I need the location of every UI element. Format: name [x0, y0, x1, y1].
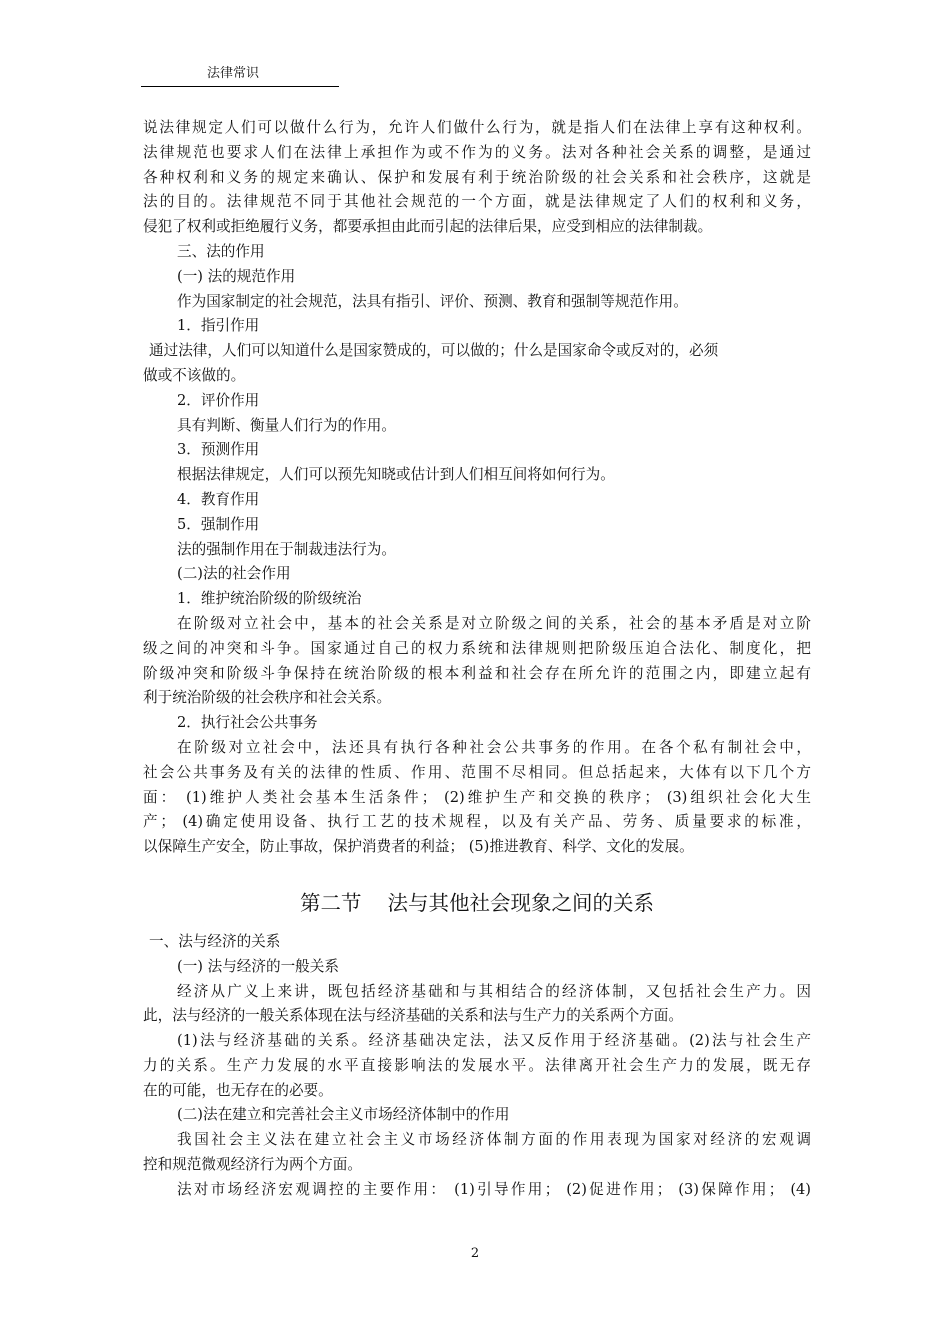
paragraph-line: 法的目的。法律规范不同于其他社会规范的一个方面，就是法律规定了人们的权利和义务，	[143, 193, 811, 211]
market-line: 控和规范微观经济行为两个方面。	[143, 1156, 362, 1174]
heading-function: 三、法的作用	[177, 242, 265, 260]
paragraph-line: 说法律规定人们可以做什么行为，允许人们做什么行为，就是指人们在法律上享有这种权利。	[143, 119, 811, 136]
running-header	[141, 66, 339, 87]
heading-norm: (一) 法的规范作用	[177, 267, 296, 285]
heading-econ: 一、法与经济的关系	[149, 932, 281, 950]
market-line: 我国社会主义法在建立社会主义市场经济体制方面的作用表现为国家对经济的宏观调	[177, 1131, 811, 1149]
section-title: 第二节 法与其他社会现象之间的关系	[299, 890, 655, 915]
page-body	[143, 116, 811, 1203]
base-line: 力的关系。生产力发展的水平直接影响法的发展水平。法律离开社会生产力的发展，既无存	[143, 1056, 811, 1074]
heading-social: (二)法的社会作用	[177, 565, 291, 583]
heading-predict: 3．预测作用	[177, 441, 260, 459]
heading-rule: 1．维护统治阶级的阶级统治	[177, 590, 362, 608]
base-line: (1)法与经济基础的关系。经济基础决定法，法又反作用于经济基础。(2)法与社会生产	[177, 1032, 811, 1050]
page-number: 2	[470, 1246, 480, 1261]
heading-econ-general: (一) 法与经济的一般关系	[177, 957, 339, 975]
force-text: 法的强制作用在于制裁违法行为。	[177, 540, 396, 558]
base-line: 在的可能，也无存在的必要。	[143, 1081, 333, 1099]
rule-line: 阶级冲突和阶级斗争保持在统治阶级的根本利益和社会存在所允许的范围之内，即建立起有	[143, 664, 811, 682]
norm-intro: 作为国家制定的社会规范，法具有指引、评价、预测、教育和强制等规范作用。	[177, 292, 688, 310]
rule-line: 利于统治阶级的社会秩序和社会关系。	[143, 689, 392, 707]
public-line: 以保障生产安全，防止事故，保护消费者的利益； (5)推进教育、科学、文化的发展。	[143, 838, 694, 856]
econ-line: 经济从广义上来讲，既包括经济基础和与其相结合的经济体制，又包括社会生产力。因	[177, 982, 811, 1000]
macro-line: 法对市场经济宏观调控的主要作用： (1)引导作用； (2)促进作用； (3)保障作用； (4)	[177, 1180, 811, 1198]
heading-guide: 1．指引作用	[177, 317, 260, 335]
public-line: 在阶级对立社会中，法还具有执行各种社会公共事务的作用。在各个私有制社会中，	[177, 738, 811, 756]
eval-text: 具有判断、衡量人们行为的作用。	[177, 416, 396, 434]
guide-line: 通过法律，人们可以知道什么是国家赞成的，可以做的；什么是国家命令或反对的，必须	[149, 342, 719, 360]
heading-eval: 2．评价作用	[177, 391, 260, 409]
public-line: 产； (4)确定使用设备、执行工艺的技术规程，以及有关产品、劳务、质量要求的标准，	[143, 813, 811, 831]
heading-force: 5．强制作用	[177, 515, 260, 533]
rule-line: 在阶级对立社会中，基本的社会关系是对立阶级之间的关系，社会的基本矛盾是对立阶	[177, 614, 811, 632]
paragraph-line: 侵犯了权利或拒绝履行义务，都要承担由此而引起的法律后果，应受到相应的法律制裁。	[143, 218, 713, 236]
paragraph-line: 法律规范也要求人们在法律上承担作为或不作为的义务。法对各种社会关系的调整，是通过	[143, 143, 811, 161]
guide-line: 做或不该做的。	[143, 366, 246, 384]
public-line: 社会公共事务及有关的法律的性质、作用、范围不尽相同。但总括起来，大体有以下几个方	[143, 763, 811, 781]
public-line: 面： (1)维护人类社会基本生活条件； (2)维护生产和交换的秩序； (3)组织社会化大生	[143, 788, 811, 806]
rule-line: 级之间的冲突和斗争。国家通过自己的权力系统和法律规则把阶级压迫合法化、制度化，把	[143, 639, 811, 657]
header-title: 法律常识	[207, 66, 260, 81]
heading-public: 2．执行社会公共事务	[177, 714, 318, 732]
heading-market: (二)法在建立和完善社会主义市场经济体制中的作用	[177, 1106, 510, 1124]
heading-edu: 4．教育作用	[177, 490, 260, 508]
paragraph-line: 各种权利和义务的规定来确认、保护和发展有利于统治阶级的社会关系和社会秩序，这就是	[143, 168, 811, 186]
econ-line: 此，法与经济的一般关系体现在法与经济基础的关系和法与生产力的关系两个方面。	[143, 1007, 683, 1025]
predict-text: 根据法律规定，人们可以预先知晓或估计到人们相互间将如何行为。	[177, 466, 615, 484]
